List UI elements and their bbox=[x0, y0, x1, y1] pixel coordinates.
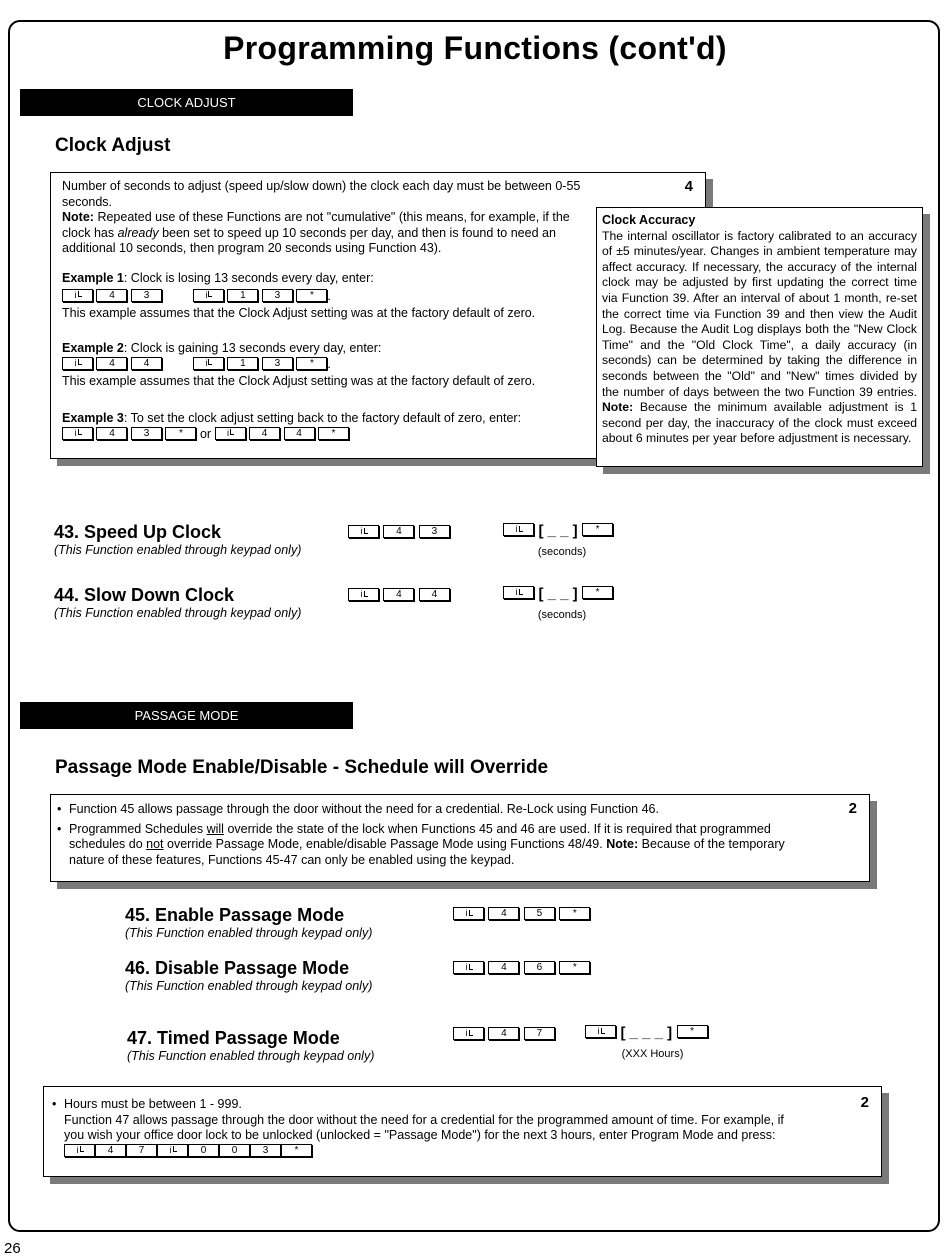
function-subtitle: (This Function enabled through keypad only) bbox=[54, 606, 302, 620]
key-button: 4 bbox=[249, 427, 280, 440]
function-44 bbox=[54, 585, 301, 620]
function-title: 47. Timed Passage Mode bbox=[127, 1028, 340, 1048]
key-button: 7 bbox=[126, 1144, 157, 1157]
key-button: 4 bbox=[284, 427, 315, 440]
bullet-item: • Function 45 allows passage through the door without the need for a credential. Re-Lock using Function 46. bbox=[55, 802, 815, 818]
function-43-unit: (seconds) bbox=[537, 546, 587, 558]
passage-mode-box bbox=[50, 794, 870, 882]
key-button: 1 bbox=[227, 289, 258, 302]
example-1: Example 1: Clock is losing 13 seconds every day, enter: i 4 3 i 1 3 * . This example assumes that the Clock Adjust setting was at the factory default of zero. bbox=[62, 271, 536, 320]
key-button: 4 bbox=[419, 588, 450, 601]
function-key-icon: i bbox=[503, 523, 534, 536]
key-button: 4 bbox=[131, 357, 162, 370]
clock-accuracy-text: The internal oscillator is factory calibrated to an accuracy of ±5 minutes/year. Changes in ambient temperature may affect accuracy. If necessary, the accuracy of the internal clock may be adjusted by first updating the correct time via Function 39. After an interval of about 1 month, re-set the correct time via Function 39 and then view the Audit Log. Because the Audit Log displays both the "New Clock Time" and the "Old Clock Time", a daily accuracy (in seconds) can be determined by taking the difference in seconds between the "Old" and "New" times divided by the number of days between the two Function 39 entries. Note: Because the minimum available adjustment is 1 second per day, the inaccuracy of the clock must exceed about 6 minutes per year before adjustment is necessary. bbox=[602, 228, 918, 446]
function-47-unit: (XXX Hours) bbox=[621, 1048, 684, 1060]
key-button: 0 bbox=[219, 1144, 250, 1157]
function-subtitle: (This Function enabled through keypad only) bbox=[54, 543, 302, 557]
section-heading-passage-mode: Passage Mode Enable/Disable - Schedule will Override bbox=[55, 757, 549, 778]
key-button: * bbox=[165, 427, 196, 440]
function-subtitle: (This Function enabled through keypad only) bbox=[127, 1049, 375, 1063]
key-button: 3 bbox=[131, 427, 162, 440]
clock-accuracy-title: Clock Accuracy bbox=[602, 213, 696, 227]
key-button: 3 bbox=[262, 289, 293, 302]
function-key-icon: i bbox=[453, 1027, 484, 1040]
key-button: 3 bbox=[262, 357, 293, 370]
function-key-icon: i bbox=[348, 525, 379, 538]
function-key-icon: i bbox=[215, 427, 246, 440]
function-key-icon: i bbox=[193, 357, 224, 370]
clock-adjust-text bbox=[62, 179, 582, 257]
function-key-icon: i bbox=[62, 289, 93, 302]
function-44-unit: (seconds) bbox=[537, 609, 587, 621]
level-badge: 2 bbox=[860, 1094, 869, 1111]
key-button: 4 bbox=[96, 289, 127, 302]
key-button: 4 bbox=[95, 1144, 126, 1157]
function-45-keys bbox=[453, 906, 590, 924]
bullet-item: • Programmed Schedules will override the state of the lock when Functions 45 and 46 are used. If it is required that programmed schedules do not override Passage Mode, enable/disable Passage Mode using Functions 48/49. Note: Because of the temporary nature of these features, Functions 45-47 can only be enabled using the keypad. bbox=[55, 822, 795, 869]
function-43-keys bbox=[348, 524, 450, 542]
function-key-icon: i bbox=[157, 1144, 188, 1157]
function-43-entry: i [ _ _ ] * bbox=[503, 522, 613, 540]
function-44-keys bbox=[348, 587, 450, 605]
bullet-item: • Hours must be between 1 - 999. Function 47 allows passage through the door without the need for a credential for the programmed amount of time. For example, if you wish your office door lock to be unlocked (unlocked = "Passage Mode") for the next 3 hours, enter Program Mode and press: i 4 7 i 0 0 3 * bbox=[50, 1097, 790, 1159]
star-key-icon: * bbox=[582, 523, 613, 536]
section-bar-clock-adjust: CLOCK ADJUST bbox=[20, 89, 353, 116]
section-bar-passage-mode: PASSAGE MODE bbox=[20, 702, 353, 729]
function-key-icon: i bbox=[64, 1144, 95, 1157]
key-button: * bbox=[296, 289, 327, 302]
key-button: * bbox=[318, 427, 349, 440]
function-subtitle: (This Function enabled through keypad only) bbox=[125, 926, 373, 940]
key-button: 6 bbox=[524, 961, 555, 974]
function-title: 45. Enable Passage Mode bbox=[125, 905, 345, 925]
page-title: Programming Functions (cont'd) bbox=[223, 30, 727, 66]
function-key-icon: i bbox=[453, 907, 484, 920]
function-subtitle: (This Function enabled through keypad only) bbox=[125, 979, 373, 993]
level-badge: 2 bbox=[848, 800, 857, 817]
function-47-keys bbox=[453, 1026, 555, 1044]
key-button: 4 bbox=[488, 907, 519, 920]
function-key-icon: i bbox=[62, 427, 93, 440]
key-button: 4 bbox=[96, 357, 127, 370]
level-badge: 4 bbox=[684, 178, 693, 195]
key-button: 3 bbox=[131, 289, 162, 302]
key-button: 4 bbox=[383, 588, 414, 601]
function-46-keys bbox=[453, 960, 590, 978]
clock-accuracy-box bbox=[596, 207, 923, 467]
function-key-icon: i bbox=[453, 961, 484, 974]
key-button: 0 bbox=[188, 1144, 219, 1157]
key-button: 4 bbox=[383, 525, 414, 538]
key-button: 5 bbox=[524, 907, 555, 920]
key-button: * bbox=[559, 961, 590, 974]
key-button: 4 bbox=[96, 427, 127, 440]
note-text: Note: Repeated use of these Functions are not "cumulative" (this means, for example, if the clock has already been set to speed up 10 seconds per day, and then is found to need an additional 10 seconds, then program 20 seconds using Function 43). bbox=[62, 210, 570, 255]
hours-box bbox=[43, 1086, 882, 1177]
function-44-entry: i [ _ _ ] * bbox=[503, 585, 613, 603]
intro-text: Number of seconds to adjust (speed up/slow down) the clock each day must be between 0-55 seconds. bbox=[62, 179, 581, 209]
function-key-icon: i bbox=[193, 289, 224, 302]
example-2: Example 2: Clock is gaining 13 seconds every day, enter: i 4 4 i 1 3 * . This example assumes that the Clock Adjust setting was at the factory default of zero. bbox=[62, 341, 536, 388]
key-button: 4 bbox=[488, 1027, 519, 1040]
key-button: 4 bbox=[488, 961, 519, 974]
function-key-icon: i bbox=[62, 357, 93, 370]
function-47-entry: i [ _ _ _ ] * bbox=[585, 1024, 708, 1042]
star-key-icon: * bbox=[677, 1025, 708, 1038]
key-button: * bbox=[559, 907, 590, 920]
key-button: * bbox=[281, 1144, 312, 1157]
function-title: 43. Speed Up Clock bbox=[54, 522, 222, 542]
function-43 bbox=[54, 522, 301, 557]
function-46 bbox=[125, 958, 372, 993]
function-title: 46. Disable Passage Mode bbox=[125, 958, 350, 978]
key-button: * bbox=[296, 357, 327, 370]
key-button: 3 bbox=[250, 1144, 281, 1157]
function-47 bbox=[127, 1028, 374, 1063]
function-title: 44. Slow Down Clock bbox=[54, 585, 235, 605]
example-3: Example 3: To set the clock adjust setting back to the factory default of zero, enter: i 4 3 * or i 4 4 * bbox=[62, 411, 522, 441]
key-button: 3 bbox=[419, 525, 450, 538]
function-key-icon: i bbox=[348, 588, 379, 601]
star-key-icon: * bbox=[582, 586, 613, 599]
key-button: 1 bbox=[227, 357, 258, 370]
page-number: 26 bbox=[4, 1240, 21, 1257]
function-45 bbox=[125, 905, 372, 940]
key-button: 7 bbox=[524, 1027, 555, 1040]
function-key-icon: i bbox=[503, 586, 534, 599]
function-key-icon: i bbox=[585, 1025, 616, 1038]
section-heading-clock-adjust: Clock Adjust bbox=[55, 135, 171, 156]
